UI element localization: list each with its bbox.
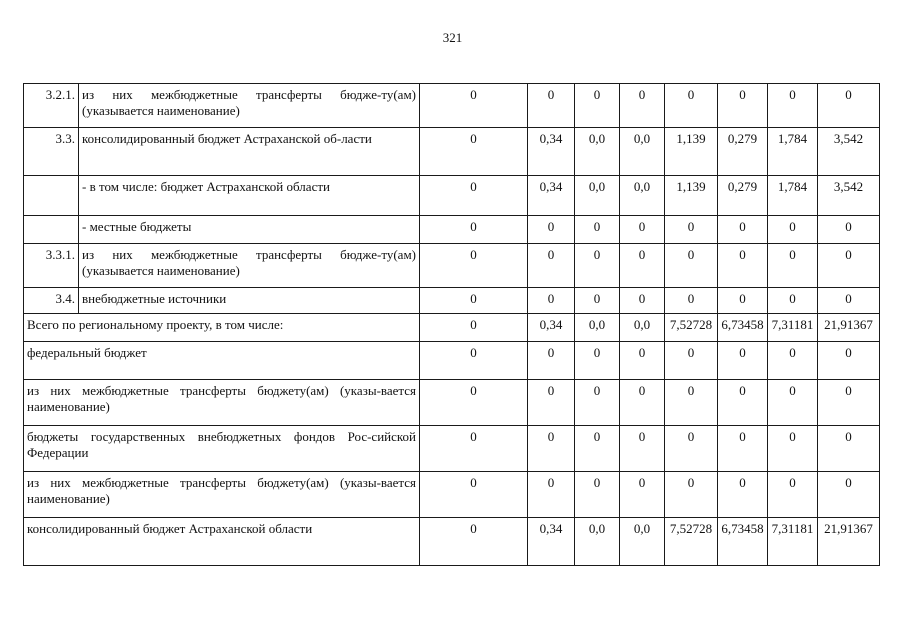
- value-cell: 0: [528, 426, 575, 472]
- value-cell: 0: [528, 380, 575, 426]
- value-cell: 0,0: [620, 518, 665, 566]
- value-cell: 0: [420, 426, 528, 472]
- table-row: [24, 380, 880, 426]
- value-cell: 0: [528, 84, 575, 128]
- value-cell: 0: [818, 426, 880, 472]
- value-cell: 0: [575, 380, 620, 426]
- row-label: из них межбюджетные трансферты бюдже-ту(ам) (указывается наименование): [79, 84, 420, 128]
- table-row: [24, 342, 880, 380]
- value-cell: 0: [768, 216, 818, 244]
- value-cell: 0: [718, 84, 768, 128]
- value-cell: 1,784: [768, 176, 818, 216]
- value-cell: 0: [575, 342, 620, 380]
- value-cell: 0: [768, 244, 818, 288]
- value-cell: 0: [420, 380, 528, 426]
- row-code: [24, 176, 79, 216]
- table-row: [24, 314, 880, 342]
- value-cell: 0: [620, 380, 665, 426]
- value-cell: 0: [768, 472, 818, 518]
- row-label: внебюджетные источники: [79, 288, 420, 314]
- value-cell: 0: [620, 472, 665, 518]
- table-row: [24, 84, 880, 128]
- row-label: федеральный бюджет: [24, 342, 420, 380]
- table-body: [24, 84, 880, 566]
- value-cell: 3,542: [818, 128, 880, 176]
- table-row: [24, 244, 880, 288]
- row-label: - местные бюджеты: [79, 216, 420, 244]
- value-cell: 0: [665, 472, 718, 518]
- value-cell: 0,0: [575, 314, 620, 342]
- value-cell: 0: [665, 426, 718, 472]
- row-code: 3.3.1.: [24, 244, 79, 288]
- value-cell: 0: [575, 426, 620, 472]
- value-cell: 0,0: [575, 128, 620, 176]
- value-cell: 7,31181: [768, 518, 818, 566]
- value-cell: 6,73458: [718, 314, 768, 342]
- row-label: Всего по региональному проекту, в том числе:: [24, 314, 420, 342]
- value-cell: 0: [718, 288, 768, 314]
- value-cell: 1,784: [768, 128, 818, 176]
- value-cell: 0: [768, 84, 818, 128]
- value-cell: 1,139: [665, 176, 718, 216]
- value-cell: 0,0: [620, 128, 665, 176]
- value-cell: 0: [768, 342, 818, 380]
- budget-table: [23, 83, 880, 566]
- value-cell: 0,279: [718, 128, 768, 176]
- value-cell: 0: [528, 342, 575, 380]
- row-label: консолидированный бюджет Астраханской области: [24, 518, 420, 566]
- value-cell: 3,542: [818, 176, 880, 216]
- value-cell: 0: [665, 342, 718, 380]
- value-cell: 0,279: [718, 176, 768, 216]
- value-cell: 0,34: [528, 314, 575, 342]
- value-cell: 0: [420, 288, 528, 314]
- value-cell: 0: [575, 216, 620, 244]
- value-cell: 0: [718, 472, 768, 518]
- value-cell: 0,0: [620, 314, 665, 342]
- table-row: [24, 472, 880, 518]
- value-cell: 0: [818, 244, 880, 288]
- value-cell: 0: [575, 84, 620, 128]
- value-cell: 0: [818, 472, 880, 518]
- value-cell: 1,139: [665, 128, 718, 176]
- value-cell: 6,73458: [718, 518, 768, 566]
- value-cell: 0,0: [575, 518, 620, 566]
- value-cell: 0: [420, 518, 528, 566]
- value-cell: 0: [818, 84, 880, 128]
- row-code: 3.3.: [24, 128, 79, 176]
- table-row: [24, 176, 880, 216]
- value-cell: 0: [665, 216, 718, 244]
- value-cell: 0: [420, 128, 528, 176]
- table-row: [24, 216, 880, 244]
- value-cell: 0: [620, 84, 665, 128]
- value-cell: 0: [818, 216, 880, 244]
- row-label: из них межбюджетные трансферты бюдже-ту(ам) (указывается наименование): [79, 244, 420, 288]
- value-cell: 0: [420, 216, 528, 244]
- row-label: из них межбюджетные трансферты бюджету(ам) (указы-вается наименование): [24, 380, 420, 426]
- value-cell: 7,31181: [768, 314, 818, 342]
- value-cell: 0: [620, 342, 665, 380]
- value-cell: 0: [665, 288, 718, 314]
- value-cell: 0,34: [528, 518, 575, 566]
- row-label: консолидированный бюджет Астраханской об-ласти: [79, 128, 420, 176]
- page-number: 321: [442, 30, 463, 45]
- value-cell: 0: [818, 380, 880, 426]
- value-cell: 0: [665, 244, 718, 288]
- row-label: - в том числе: бюджет Астраханской области: [79, 176, 420, 216]
- value-cell: 0: [575, 472, 620, 518]
- value-cell: 0: [620, 288, 665, 314]
- value-cell: 0,34: [528, 176, 575, 216]
- value-cell: 0: [718, 216, 768, 244]
- value-cell: 0,34: [528, 128, 575, 176]
- value-cell: 21,91367: [818, 314, 880, 342]
- value-cell: 0: [420, 314, 528, 342]
- value-cell: 0: [718, 244, 768, 288]
- value-cell: 0: [528, 244, 575, 288]
- value-cell: 0: [718, 380, 768, 426]
- value-cell: 0: [818, 342, 880, 380]
- value-cell: 21,91367: [818, 518, 880, 566]
- value-cell: 7,52728: [665, 314, 718, 342]
- value-cell: 0: [768, 426, 818, 472]
- value-cell: 0: [420, 176, 528, 216]
- value-cell: 0,0: [575, 176, 620, 216]
- value-cell: 0: [575, 288, 620, 314]
- table-row: [24, 288, 880, 314]
- value-cell: 0: [768, 380, 818, 426]
- value-cell: 0: [420, 244, 528, 288]
- value-cell: 0: [718, 426, 768, 472]
- table-row: [24, 128, 880, 176]
- value-cell: 0: [665, 84, 718, 128]
- value-cell: 0: [528, 472, 575, 518]
- row-code: 3.4.: [24, 288, 79, 314]
- row-code: 3.2.1.: [24, 84, 79, 128]
- table-row: [24, 426, 880, 472]
- value-cell: 0: [620, 216, 665, 244]
- value-cell: 0: [420, 84, 528, 128]
- value-cell: 0: [420, 342, 528, 380]
- value-cell: 0: [575, 244, 620, 288]
- value-cell: 7,52728: [665, 518, 718, 566]
- value-cell: 0: [420, 472, 528, 518]
- row-label: из них межбюджетные трансферты бюджету(ам) (указы-вается наименование): [24, 472, 420, 518]
- row-code: [24, 216, 79, 244]
- value-cell: 0: [620, 244, 665, 288]
- value-cell: 0: [718, 342, 768, 380]
- value-cell: 0: [528, 288, 575, 314]
- table-row: [24, 518, 880, 566]
- value-cell: 0: [768, 288, 818, 314]
- value-cell: 0: [528, 216, 575, 244]
- row-label: бюджеты государственных внебюджетных фондов Рос-сийской Федерации: [24, 426, 420, 472]
- value-cell: 0: [620, 426, 665, 472]
- value-cell: 0: [665, 380, 718, 426]
- value-cell: 0: [818, 288, 880, 314]
- value-cell: 0,0: [620, 176, 665, 216]
